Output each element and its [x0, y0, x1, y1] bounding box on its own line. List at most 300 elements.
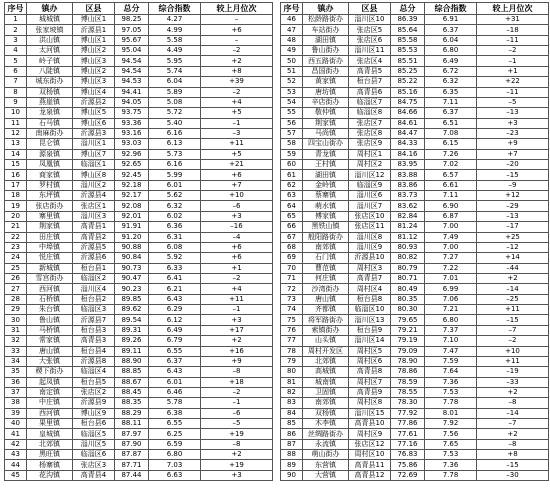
town-cell: 罗村镇 [27, 180, 73, 190]
table-row [281, 201, 549, 211]
score-cell: 91.91 [115, 222, 149, 232]
town-cell: 沙湾街办 [303, 284, 349, 294]
change-cell: –15 [477, 315, 549, 325]
index-cell: 7.56 [425, 429, 477, 439]
score-cell: 78.59 [391, 377, 425, 387]
score-cell: 83.88 [391, 170, 425, 180]
score-cell: 85.51 [391, 56, 425, 66]
score-cell: 90.73 [115, 263, 149, 273]
table-row [281, 387, 549, 397]
change-cell: –5 [477, 97, 549, 107]
town-cell: 黄家镇 [303, 77, 349, 87]
index-cell: 7.02 [425, 160, 477, 170]
score-cell: 93.03 [115, 139, 149, 149]
table-row [5, 387, 273, 397]
district-cell: 周村区1 [349, 149, 391, 159]
score-cell: 80.30 [391, 305, 425, 315]
town-cell: 岭子镇 [27, 56, 73, 66]
index-cell: 6.41 [149, 273, 201, 283]
index-cell: 6.49 [149, 325, 201, 335]
town-cell: 新城镇 [27, 263, 73, 273]
rank-cell: 89 [281, 460, 303, 470]
change-cell: +8 [201, 66, 273, 76]
district-cell: 博山区4 [73, 87, 115, 97]
table-row [281, 191, 549, 201]
change-cell: +2 [477, 387, 549, 397]
district-cell: 淄川区14 [349, 336, 391, 346]
town-cell: 龙泉镇 [27, 108, 73, 118]
change-cell: +6 [201, 253, 273, 263]
change-cell: –29 [477, 201, 549, 211]
rank-cell: 11 [5, 118, 27, 128]
district-cell: 淄川区4 [73, 284, 115, 294]
rank-cell: 49 [281, 46, 303, 56]
change-cell: +14 [477, 253, 549, 263]
town-cell: 石门镇 [303, 253, 349, 263]
index-cell: 6.35 [425, 87, 477, 97]
rank-cell: 30 [5, 315, 27, 325]
rank-cell: 15 [5, 160, 27, 170]
town-cell: 中埠镇 [27, 242, 73, 252]
rank-cell: 52 [281, 77, 303, 87]
change-cell: +9 [477, 139, 549, 149]
score-cell: 80.79 [391, 263, 425, 273]
score-cell: 77.61 [391, 429, 425, 439]
district-cell: 博山区3 [73, 77, 115, 87]
change-cell: +11 [477, 356, 549, 366]
change-cell: +1 [477, 66, 549, 76]
index-cell: 6.08 [149, 242, 201, 252]
town-cell: 湖田镇 [303, 170, 349, 180]
rank-cell: 38 [5, 398, 27, 408]
town-cell: 鲁山镇 [27, 315, 73, 325]
town-cell: 荆家镇 [303, 118, 349, 128]
index-cell: 6.43 [149, 294, 201, 304]
rank-cell: 82 [281, 387, 303, 397]
change-cell: +11 [201, 294, 273, 304]
change-cell: – [201, 15, 273, 25]
index-cell: 7.11 [425, 97, 477, 107]
table-row [5, 336, 273, 346]
table-row [281, 97, 549, 107]
index-cell: 6.01 [149, 180, 201, 190]
index-cell: 6.25 [149, 429, 201, 439]
rank-cell: 26 [5, 273, 27, 283]
rank-cell: 85 [281, 419, 303, 429]
rank-cell: 53 [281, 87, 303, 97]
index-cell: 6.91 [425, 15, 477, 25]
score-cell: 90.23 [115, 284, 149, 294]
town-cell: 南郊镇 [303, 398, 349, 408]
index-cell: 6.36 [149, 222, 201, 232]
change-cell: –11 [477, 35, 549, 45]
index-cell: 6.04 [425, 35, 477, 45]
change-cell: –15 [477, 460, 549, 470]
town-cell: 萌水镇 [303, 201, 349, 211]
table-row [281, 419, 549, 429]
index-cell: 5.89 [149, 87, 201, 97]
index-cell: 5.40 [149, 118, 201, 128]
district-cell: 沂源县5 [73, 242, 115, 252]
score-cell: 92.96 [115, 149, 149, 159]
index-cell: 6.99 [425, 284, 477, 294]
district-cell: 张店区12 [349, 439, 391, 449]
score-cell: 89.26 [115, 336, 149, 346]
score-cell: 87.90 [115, 439, 149, 449]
change-cell: –2 [201, 87, 273, 97]
index-cell: 6.38 [149, 408, 201, 418]
town-cell: 齐都镇 [303, 305, 349, 315]
score-cell: 89.11 [115, 346, 149, 356]
change-cell: –7 [477, 325, 549, 335]
table-row [5, 149, 273, 159]
score-cell: 83.73 [391, 191, 425, 201]
index-cell: 7.65 [425, 439, 477, 449]
rank-cell: 77 [281, 336, 303, 346]
table-row [5, 408, 273, 418]
table-row [5, 222, 273, 232]
town-cell: 常家镇 [27, 336, 73, 346]
table-row [281, 305, 549, 315]
district-cell: 淄川区7 [349, 201, 391, 211]
table-row [5, 398, 273, 408]
table-row [5, 35, 273, 45]
index-cell: 6.04 [149, 77, 201, 87]
district-cell: 临淄区9 [349, 180, 391, 190]
district-cell: 淄川区9 [349, 242, 391, 252]
town-cell: 般阳路街办 [303, 232, 349, 242]
score-cell: 93.36 [115, 118, 149, 128]
header-district: 区县 [73, 3, 115, 15]
table-row [281, 139, 549, 149]
change-cell: +7 [477, 149, 549, 159]
change-cell: +39 [201, 77, 273, 87]
table-row [5, 15, 273, 25]
index-cell: 7.78 [425, 470, 477, 480]
score-cell: 89.62 [115, 305, 149, 315]
change-cell: +11 [477, 305, 549, 315]
change-cell: +4 [201, 284, 273, 294]
index-cell: 6.55 [149, 419, 201, 429]
change-cell: –4 [201, 232, 273, 242]
district-cell: 张店区4 [349, 56, 391, 66]
table-row [5, 170, 273, 180]
table-row [281, 460, 549, 470]
town-cell: 四宝山街办 [303, 139, 349, 149]
table-row [5, 263, 273, 273]
town-cell: 八陡镇 [27, 66, 73, 76]
rank-cell: 78 [281, 346, 303, 356]
index-cell: 5.99 [149, 170, 201, 180]
index-cell: 6.01 [149, 377, 201, 387]
change-cell: –2 [201, 273, 273, 283]
town-cell: 黑铁山镇 [303, 222, 349, 232]
town-cell: 城南镇 [303, 377, 349, 387]
rank-cell: 69 [281, 253, 303, 263]
table-row [5, 191, 273, 201]
change-cell: +9 [201, 356, 273, 366]
index-cell: 7.00 [425, 242, 477, 252]
table-row [5, 284, 273, 294]
district-cell: 淄川区15 [349, 408, 391, 418]
rank-cell: 46 [281, 15, 303, 25]
rank-cell: 7 [5, 77, 27, 87]
rank-cell: 48 [281, 35, 303, 45]
town-cell: 田庄镇 [27, 232, 73, 242]
district-cell: 高青县11 [349, 460, 391, 470]
header-district: 区县 [349, 3, 391, 15]
table-row [5, 128, 273, 138]
town-cell: 南定镇 [27, 387, 73, 397]
district-cell: 高青县9 [349, 387, 391, 397]
district-cell: 桓台县7 [349, 77, 391, 87]
table-row [5, 450, 273, 460]
rank-cell: 25 [5, 263, 27, 273]
table-row [281, 398, 549, 408]
town-cell: 朱台镇 [27, 305, 73, 315]
table-row [281, 356, 549, 366]
table-row [5, 242, 273, 252]
table-row [281, 325, 549, 335]
town-cell: 周村开发区 [303, 346, 349, 356]
rank-cell: 47 [281, 25, 303, 35]
score-cell: 89.85 [115, 294, 149, 304]
score-cell: 80.82 [391, 253, 425, 263]
rank-cell: 10 [5, 108, 27, 118]
index-cell: 6.31 [149, 232, 201, 242]
index-cell: 6.49 [425, 56, 477, 66]
town-cell: 花沟镇 [27, 470, 73, 480]
town-cell: 石马镇 [27, 118, 73, 128]
table-row [281, 160, 549, 170]
rank-cell: 55 [281, 108, 303, 118]
town-cell: 唐山镇 [303, 294, 349, 304]
rank-cell: 88 [281, 450, 303, 460]
table-row [5, 346, 273, 356]
index-cell: 6.16 [149, 128, 201, 138]
district-cell: 沂源县3 [73, 128, 115, 138]
district-cell: 淄川区1 [73, 139, 115, 149]
change-cell: –25 [477, 294, 549, 304]
change-cell: +19 [201, 429, 273, 439]
table-row [5, 180, 273, 190]
change-cell: +17 [201, 325, 273, 335]
score-cell: 85.58 [391, 35, 425, 45]
table-row [281, 429, 549, 439]
rank-cell: 28 [5, 294, 27, 304]
district-cell: 高青县4 [73, 470, 115, 480]
district-cell: 沂源县10 [349, 253, 391, 263]
town-cell: 永流镇 [303, 439, 349, 449]
score-cell: 98.25 [115, 15, 149, 25]
district-cell: 周村区3 [349, 263, 391, 273]
change-cell: –8 [477, 439, 549, 449]
town-cell: 山头镇 [303, 336, 349, 346]
score-cell: 81.24 [391, 222, 425, 232]
district-cell: 张店区5 [349, 25, 391, 35]
header-index: 综合指数 [425, 3, 477, 15]
town-cell: 太河镇 [27, 46, 73, 56]
header-row [281, 3, 549, 15]
ranking-table-left [4, 2, 273, 481]
score-cell: 89.54 [115, 315, 149, 325]
rank-cell: 81 [281, 377, 303, 387]
table-row [281, 273, 549, 283]
index-cell: 6.16 [149, 160, 201, 170]
change-cell: –14 [477, 408, 549, 418]
district-cell: 张店区11 [349, 222, 391, 232]
town-cell: 昆仑镇 [27, 139, 73, 149]
table-row [5, 77, 273, 87]
table-row [281, 315, 549, 325]
district-cell: 张店区7 [349, 118, 391, 128]
score-cell: 89.31 [115, 325, 149, 335]
town-cell: 高城镇 [303, 367, 349, 377]
rank-cell: 16 [5, 170, 27, 180]
index-cell: 6.29 [149, 305, 201, 315]
district-cell: 博山区6 [73, 118, 115, 128]
rank-cell: 1 [5, 15, 27, 25]
town-cell: 敬仲镇 [303, 108, 349, 118]
district-cell: 临淄区5 [73, 429, 115, 439]
district-cell: 淄川区3 [73, 211, 115, 221]
score-cell: 84.33 [391, 139, 425, 149]
rank-cell: 73 [281, 294, 303, 304]
rank-cell: 36 [5, 377, 27, 387]
rank-cell: 56 [281, 118, 303, 128]
district-cell: 高青县1 [73, 222, 115, 232]
score-cell: 79.09 [391, 346, 425, 356]
score-cell: 83.86 [391, 180, 425, 190]
district-cell: 临淄区4 [73, 367, 115, 377]
rank-cell: 31 [5, 325, 27, 335]
change-cell: +16 [201, 346, 273, 356]
score-cell: 94.53 [115, 77, 149, 87]
index-cell: 6.80 [425, 46, 477, 56]
town-cell: 张店街办 [27, 201, 73, 211]
change-cell: +5 [201, 149, 273, 159]
score-cell: 88.45 [115, 387, 149, 397]
change-cell: –17 [477, 222, 549, 232]
index-cell: 7.08 [425, 128, 477, 138]
town-cell: 果里镇 [27, 419, 73, 429]
header-rank: 序号 [281, 3, 303, 15]
index-cell: 4.27 [149, 15, 201, 25]
rank-cell: 68 [281, 242, 303, 252]
index-cell: 6.13 [149, 139, 201, 149]
score-cell: 83.62 [391, 201, 425, 211]
score-cell: 81.12 [391, 232, 425, 242]
town-cell: 城城镇 [27, 15, 73, 25]
town-cell: 凤凰镇 [27, 160, 73, 170]
district-cell: 淄川区6 [349, 191, 391, 201]
rank-cell: 61 [281, 170, 303, 180]
town-cell: 洪山镇 [27, 35, 73, 45]
rank-cell: 12 [5, 128, 27, 138]
table-row [281, 377, 549, 387]
table-row [5, 108, 273, 118]
district-cell: 桓台县8 [349, 294, 391, 304]
rank-cell: 57 [281, 128, 303, 138]
score-cell: 78.86 [391, 367, 425, 377]
score-cell: 88.11 [115, 419, 149, 429]
table-row [281, 242, 549, 252]
town-cell: 萌山街办 [303, 450, 349, 460]
district-cell: 高青县8 [349, 367, 391, 377]
town-cell: 双杨镇 [303, 408, 349, 418]
rank-cell: 62 [281, 180, 303, 190]
score-cell: 78.90 [391, 356, 425, 366]
district-cell: 张店区9 [349, 139, 391, 149]
table-row [281, 46, 549, 56]
rank-cell: 32 [5, 336, 27, 346]
table-row [281, 56, 549, 66]
change-cell: –1 [201, 305, 273, 315]
score-cell: 86.39 [391, 15, 425, 25]
index-cell: 7.11 [425, 191, 477, 201]
index-cell: 6.32 [149, 201, 201, 211]
table-row [281, 336, 549, 346]
town-cell: 卫固镇 [303, 387, 349, 397]
score-cell: 88.85 [115, 367, 149, 377]
score-cell: 94.54 [115, 66, 149, 76]
rank-cell: 23 [5, 242, 27, 252]
index-cell: 7.21 [425, 305, 477, 315]
district-cell: 沂源县2 [73, 97, 115, 107]
table-row [281, 211, 549, 221]
table-row [5, 315, 273, 325]
change-cell: +10 [201, 191, 273, 201]
table-row [5, 211, 273, 221]
rank-cell: 18 [5, 191, 27, 201]
district-cell: 高青县7 [349, 273, 391, 283]
change-cell: +18 [201, 377, 273, 387]
score-cell: 83.95 [391, 160, 425, 170]
score-cell: 90.47 [115, 273, 149, 283]
table-row [5, 87, 273, 97]
town-cell: 将军路街办 [303, 315, 349, 325]
change-cell: –14 [477, 284, 549, 294]
index-cell: 7.03 [149, 460, 201, 470]
town-cell: 青龙镇 [303, 149, 349, 159]
town-cell: 辛店街办 [303, 97, 349, 107]
district-cell: 博山区1 [73, 15, 115, 25]
rank-cell: 8 [5, 87, 27, 97]
change-cell: –3 [201, 128, 273, 138]
change-cell: +21 [201, 160, 273, 170]
score-cell: 85.16 [391, 87, 425, 97]
rank-cell: 70 [281, 263, 303, 273]
town-cell: 北郊镇 [303, 356, 349, 366]
table-row [281, 128, 549, 138]
district-cell: 博山区9 [73, 408, 115, 418]
index-cell: 5.73 [149, 149, 201, 159]
table-row [281, 408, 549, 418]
district-cell: 淄川区11 [349, 46, 391, 56]
table-row [281, 346, 549, 356]
table-row [281, 232, 549, 242]
town-cell: 丝绸路街办 [303, 429, 349, 439]
district-cell: 桓台县9 [349, 325, 391, 335]
district-cell: 桓台县1 [73, 263, 115, 273]
town-cell: 东营镇 [303, 460, 349, 470]
town-cell: 西五路街办 [303, 56, 349, 66]
change-cell: –6 [201, 201, 273, 211]
score-cell: 79.21 [391, 325, 425, 335]
table-row [281, 77, 549, 87]
change-cell: +2 [201, 450, 273, 460]
district-cell: 桓台县6 [73, 419, 115, 429]
